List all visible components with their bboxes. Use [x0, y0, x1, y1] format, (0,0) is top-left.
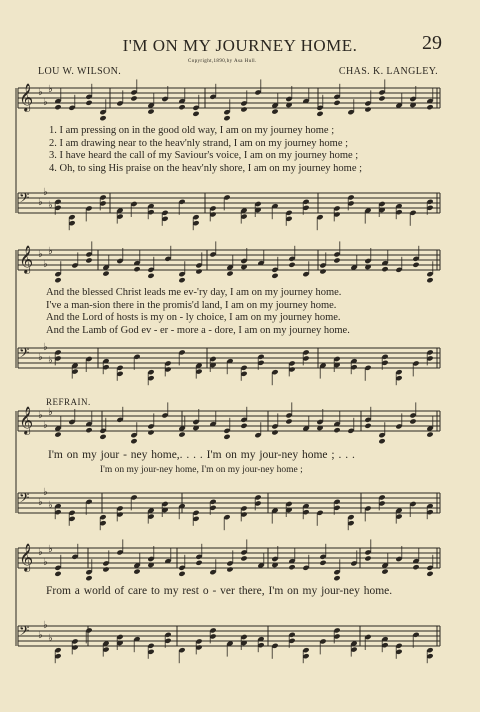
note-head — [364, 555, 371, 561]
note-head — [412, 564, 419, 570]
flat-icon: ♭ — [38, 87, 43, 98]
flat-icon: ♭ — [38, 547, 43, 558]
note-head — [178, 431, 185, 437]
verse-line-3: 3. I have heard the call of my Saviour's voice, I am on my journey home ; — [49, 150, 359, 161]
copyright-notice: Copyright,1890,by Asa Hull. — [188, 59, 257, 64]
flat-icon: ♭ — [38, 410, 43, 421]
note-head — [102, 270, 109, 276]
flat-icon: ♭ — [48, 355, 53, 366]
note-head — [333, 427, 340, 433]
note-head — [130, 438, 137, 444]
note-head — [319, 560, 326, 566]
flat-icon: ♭ — [48, 500, 53, 511]
note-head — [147, 273, 154, 279]
note-head — [223, 115, 230, 121]
note-head — [378, 438, 385, 444]
flat-icon: ♭ — [48, 200, 53, 211]
treble-clef-icon: 𝄞 — [19, 543, 34, 571]
flat-icon: ♭ — [43, 420, 48, 431]
lyricist: LOU W. WILSON. — [38, 66, 122, 77]
note-head — [271, 108, 278, 114]
bass-clef-icon: 𝄢 — [19, 623, 30, 642]
note-head — [412, 262, 419, 268]
note-head — [54, 104, 61, 110]
flat-icon: ♭ — [38, 352, 43, 363]
note-head — [147, 429, 154, 435]
note-head — [147, 108, 154, 114]
flat-icon: ♭ — [43, 557, 48, 568]
note-head — [240, 555, 247, 561]
verse-line-8: And the Lamb of God ev - er - more a - dore, I am on my journey home. — [46, 324, 350, 336]
note-head — [426, 104, 433, 110]
final-line-lyrics: From a world of care to my rest o - ver there, I'm on my jour-ney home. — [46, 585, 393, 597]
flat-icon: ♭ — [48, 84, 53, 95]
note-head — [381, 568, 388, 574]
note-head — [85, 575, 92, 581]
note-head — [240, 106, 247, 112]
note-head — [85, 257, 92, 263]
note-head — [319, 268, 326, 274]
note-head — [226, 566, 233, 572]
flat-icon: ♭ — [48, 544, 53, 555]
note-head — [271, 273, 278, 279]
note-head — [54, 571, 61, 577]
note-head — [85, 100, 92, 106]
flat-icon: ♭ — [38, 497, 43, 508]
flat-icon: ♭ — [48, 246, 53, 257]
composer: CHAS. K. LANGLEY. — [338, 66, 438, 77]
note-head — [409, 418, 416, 424]
note-head — [102, 566, 109, 572]
note-head — [178, 104, 185, 110]
treble-clef-icon: 𝄞 — [19, 245, 34, 273]
verse-line-4: 4. Oh, to sing His praise on the heav'nly shore, I am on my journey home ; — [49, 162, 363, 174]
note-head — [426, 431, 433, 437]
verse-line-7: And the Lord of hosts is my on - ly choice, I am on my journey home. — [46, 312, 341, 323]
note-head — [378, 95, 385, 101]
note-head — [271, 429, 278, 435]
note-head — [85, 427, 92, 433]
note-head — [133, 266, 140, 272]
note-head — [130, 95, 137, 101]
note-head — [223, 434, 230, 440]
verse-block-2 — [46, 287, 350, 337]
verse-line-1: 1. I am pressing on in the good old way, I am on my journey home ; — [49, 125, 335, 136]
note-head — [99, 434, 106, 440]
note-head — [226, 270, 233, 276]
refrain-bass-lyrics: I'm on my jour-ney home, I'm on my jour-ney home ; — [100, 465, 303, 475]
note-head — [364, 106, 371, 112]
note-head — [99, 115, 106, 121]
bass-clef-icon: 𝄢 — [19, 345, 30, 364]
flat-icon: ♭ — [43, 487, 48, 498]
note-head — [316, 111, 323, 117]
note-head — [195, 268, 202, 274]
verse-block-1 — [49, 125, 362, 175]
note-head — [54, 277, 61, 283]
bass-clef-icon: 𝄢 — [19, 190, 30, 209]
note-head — [133, 568, 140, 574]
flat-icon: ♭ — [38, 197, 43, 208]
note-head — [54, 431, 61, 437]
bass-clef-icon: 𝄢 — [19, 490, 30, 509]
treble-clef-icon: 𝄞 — [19, 406, 34, 434]
note-head — [333, 100, 340, 106]
note-head — [285, 418, 292, 424]
note-head — [195, 560, 202, 566]
note-head — [192, 111, 199, 117]
refrain-label: REFRAIN. — [46, 397, 91, 407]
note-head — [333, 575, 340, 581]
note-head — [426, 571, 433, 577]
flat-icon: ♭ — [38, 630, 43, 641]
note-head — [178, 277, 185, 283]
flat-icon: ♭ — [43, 259, 48, 270]
hymn-title: I'M ON MY JOURNEY HOME. — [122, 36, 358, 55]
flat-icon: ♭ — [38, 249, 43, 260]
verse-line-5: And the blessed Christ leads me ev-'ry day, I am on my journey home. — [46, 287, 342, 298]
flat-icon: ♭ — [43, 187, 48, 198]
note-head — [288, 262, 295, 268]
note-head — [381, 266, 388, 272]
note-head — [364, 423, 371, 429]
flat-icon: ♭ — [43, 97, 48, 108]
flat-icon: ♭ — [43, 620, 48, 631]
refrain-soprano-lyrics: I'm on my jour - ney home,. . . . I'm on my jour-ney home ; . . . — [48, 449, 355, 461]
verse-line-6: I've a man-sion there in the promis'd land, I am on my journey home. — [46, 299, 337, 311]
treble-clef-icon: 𝄞 — [19, 83, 34, 111]
flat-icon: ♭ — [48, 633, 53, 644]
note-head — [426, 277, 433, 283]
note-head — [333, 257, 340, 263]
note-head — [288, 564, 295, 570]
verse-line-2: 2. I am drawing near to the heav'nly strand, I am on my journey home ; — [49, 137, 349, 149]
note-head — [178, 571, 185, 577]
flat-icon: ♭ — [43, 342, 48, 353]
page-number: 29 — [422, 32, 442, 54]
note-head — [240, 423, 247, 429]
flat-icon: ♭ — [48, 407, 53, 418]
